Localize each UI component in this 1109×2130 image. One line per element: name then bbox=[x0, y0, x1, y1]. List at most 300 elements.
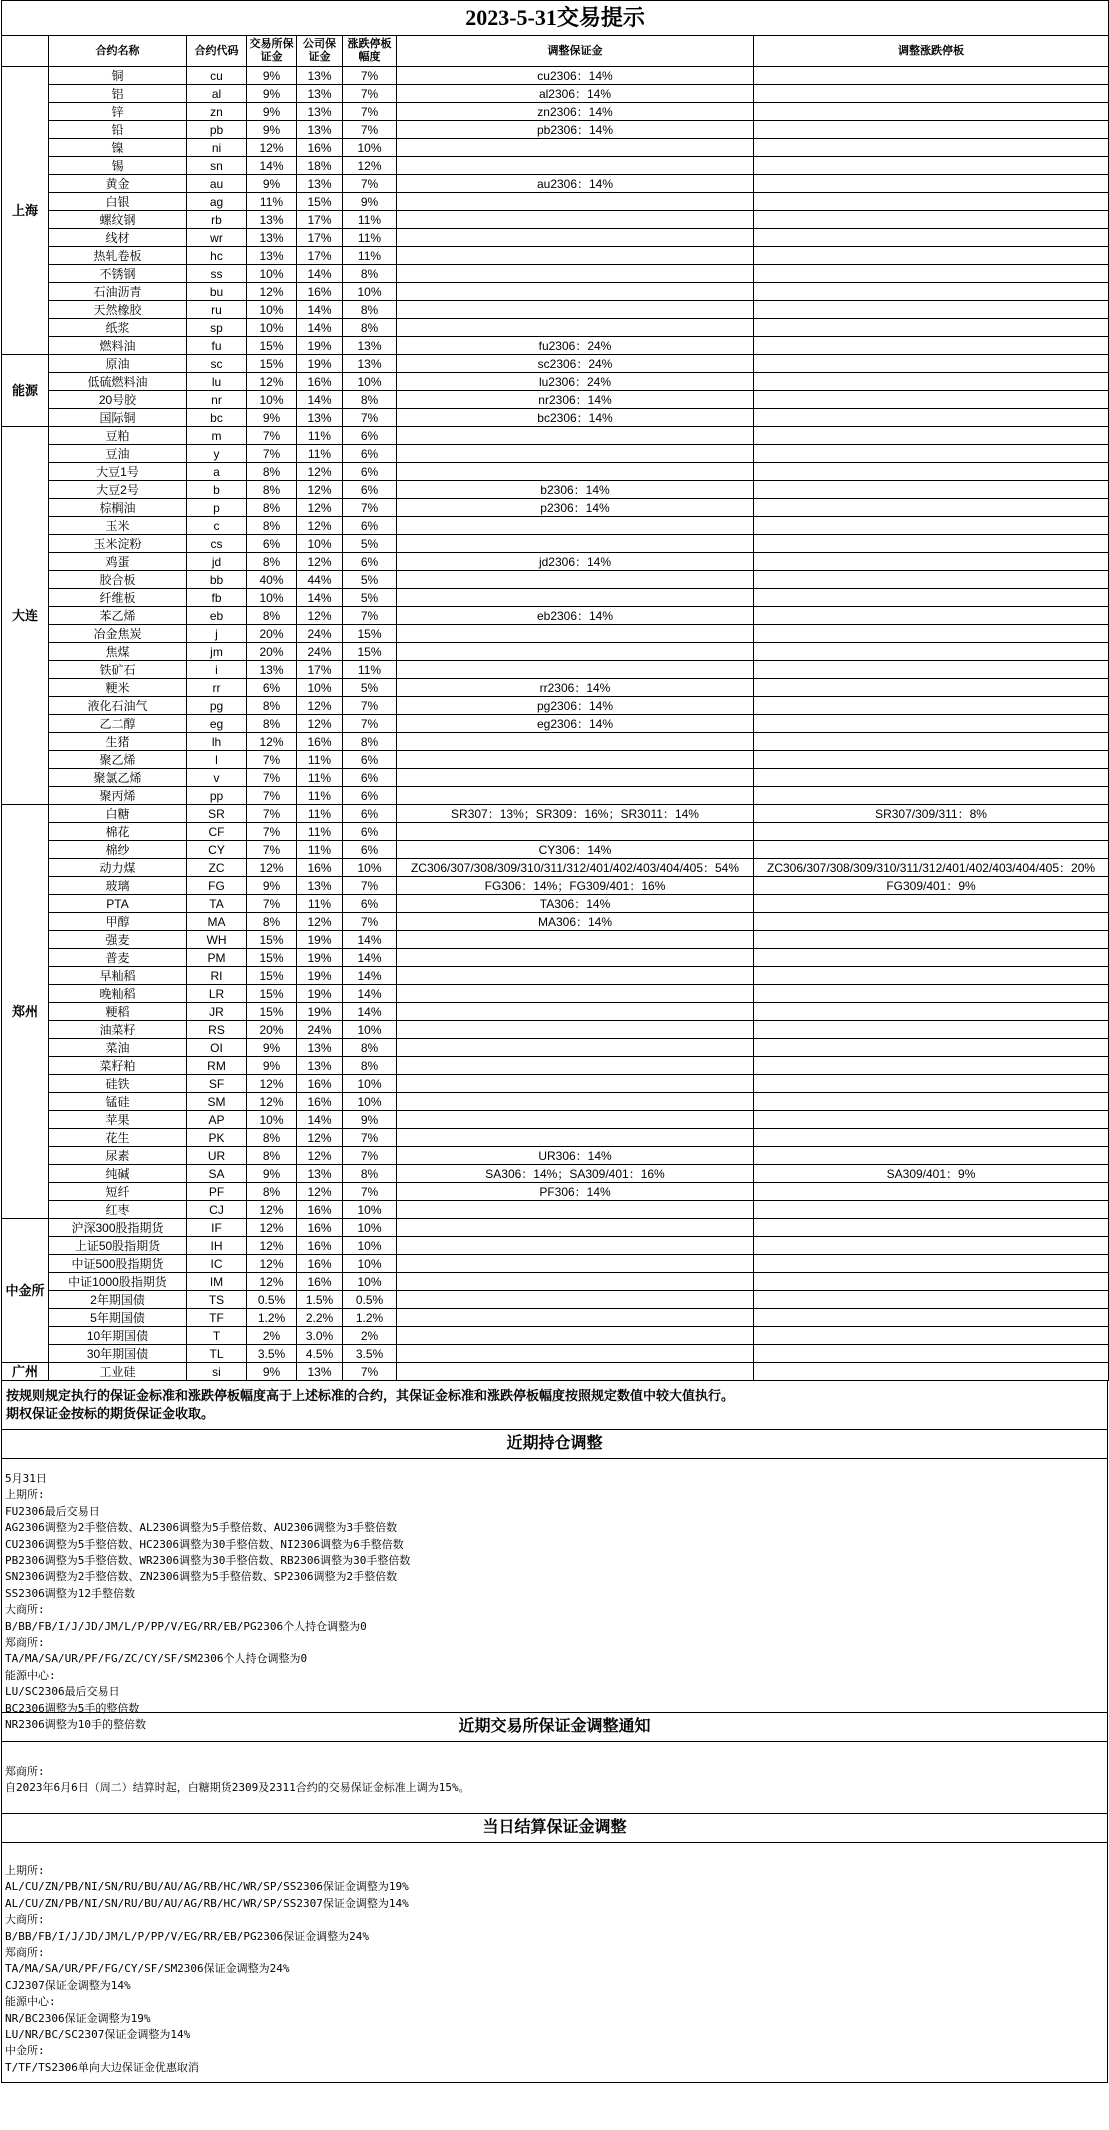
adjust-margin-cell: pg2306：14% bbox=[397, 697, 754, 715]
table-row bbox=[2, 229, 1109, 247]
price-limit-cell: 5% bbox=[343, 679, 397, 697]
company-margin-cell: 16% bbox=[297, 1273, 343, 1291]
price-limit-cell: 8% bbox=[343, 733, 397, 751]
company-margin-cell: 16% bbox=[297, 1219, 343, 1237]
exchange-margin-cell: 8% bbox=[247, 463, 297, 481]
company-margin-cell: 17% bbox=[297, 211, 343, 229]
adjust-limit-cell bbox=[754, 1183, 1109, 1201]
table-row bbox=[2, 535, 1109, 553]
adjust-limit-cell bbox=[754, 1291, 1109, 1309]
adjust-margin-cell bbox=[397, 193, 754, 211]
company-margin-cell: 12% bbox=[297, 499, 343, 517]
contract-name-cell: 线材 bbox=[49, 229, 187, 247]
company-margin-cell: 11% bbox=[297, 895, 343, 913]
contract-name-cell: 豆油 bbox=[49, 445, 187, 463]
contract-code-cell: UR bbox=[187, 1147, 247, 1165]
price-limit-cell: 6% bbox=[343, 787, 397, 805]
price-limit-cell: 6% bbox=[343, 427, 397, 445]
adjust-margin-cell bbox=[397, 517, 754, 535]
exchange-margin-cell: 7% bbox=[247, 823, 297, 841]
exchange-margin-cell: 20% bbox=[247, 1021, 297, 1039]
table-row bbox=[2, 571, 1109, 589]
contract-code-cell: y bbox=[187, 445, 247, 463]
company-margin-cell: 16% bbox=[297, 373, 343, 391]
contract-code-cell: eg bbox=[187, 715, 247, 733]
adjust-margin-cell bbox=[397, 985, 754, 1003]
contract-name-cell: PTA bbox=[49, 895, 187, 913]
contract-name-cell: 国际铜 bbox=[49, 409, 187, 427]
adjust-limit-cell bbox=[754, 607, 1109, 625]
contract-code-cell: CY bbox=[187, 841, 247, 859]
table-row bbox=[2, 517, 1109, 535]
price-limit-cell: 7% bbox=[343, 1363, 397, 1381]
adjust-margin-cell bbox=[397, 247, 754, 265]
price-limit-cell: 8% bbox=[343, 319, 397, 337]
adjust-margin-cell bbox=[397, 661, 754, 679]
header-company-margin: 公司保证金 bbox=[297, 36, 343, 67]
adjust-limit-cell bbox=[754, 265, 1109, 283]
price-limit-cell: 6% bbox=[343, 553, 397, 571]
contract-name-cell: 中证500股指期货 bbox=[49, 1255, 187, 1273]
company-margin-cell: 14% bbox=[297, 589, 343, 607]
contract-code-cell: OI bbox=[187, 1039, 247, 1057]
adjust-limit-cell bbox=[754, 1111, 1109, 1129]
adjust-margin-cell: rr2306：14% bbox=[397, 679, 754, 697]
exchange-margin-cell: 8% bbox=[247, 697, 297, 715]
company-margin-cell: 13% bbox=[297, 85, 343, 103]
company-margin-cell: 13% bbox=[297, 121, 343, 139]
table-row bbox=[2, 787, 1109, 805]
company-margin-cell: 12% bbox=[297, 553, 343, 571]
contract-code-cell: cu bbox=[187, 67, 247, 85]
contract-name-cell: 聚乙烯 bbox=[49, 751, 187, 769]
contract-code-cell: i bbox=[187, 661, 247, 679]
adjust-limit-cell bbox=[754, 85, 1109, 103]
table-row bbox=[2, 679, 1109, 697]
company-margin-cell: 3.0% bbox=[297, 1327, 343, 1345]
table-row bbox=[2, 427, 1109, 445]
price-limit-cell: 7% bbox=[343, 697, 397, 715]
adjust-margin-cell: TA306：14% bbox=[397, 895, 754, 913]
margin-table bbox=[1, 0, 1109, 1381]
company-margin-cell: 14% bbox=[297, 319, 343, 337]
adjust-margin-cell bbox=[397, 1237, 754, 1255]
company-margin-cell: 11% bbox=[297, 751, 343, 769]
contract-code-cell: al bbox=[187, 85, 247, 103]
price-limit-cell: 5% bbox=[343, 589, 397, 607]
adjust-limit-cell bbox=[754, 409, 1109, 427]
adjust-margin-cell: SA306：14%；SA309/401：16% bbox=[397, 1165, 754, 1183]
exchange-margin-cell: 12% bbox=[247, 1273, 297, 1291]
price-limit-cell: 1.2% bbox=[343, 1309, 397, 1327]
table-row bbox=[2, 1165, 1109, 1183]
adjust-margin-cell: p2306：14% bbox=[397, 499, 754, 517]
company-margin-cell: 12% bbox=[297, 697, 343, 715]
exchange-margin-cell: 1.2% bbox=[247, 1309, 297, 1327]
price-limit-cell: 0.5% bbox=[343, 1291, 397, 1309]
company-margin-cell: 19% bbox=[297, 931, 343, 949]
table-row bbox=[2, 409, 1109, 427]
table-row bbox=[2, 337, 1109, 355]
exchange-margin-cell: 9% bbox=[247, 1039, 297, 1057]
table-row bbox=[2, 355, 1109, 373]
exchange-name: 大连 bbox=[2, 427, 49, 805]
contract-code-cell: ru bbox=[187, 301, 247, 319]
company-margin-cell: 14% bbox=[297, 1111, 343, 1129]
contract-code-cell: sp bbox=[187, 319, 247, 337]
adjust-limit-cell: SR307/309/311：8% bbox=[754, 805, 1109, 823]
price-limit-cell: 7% bbox=[343, 409, 397, 427]
table-row bbox=[2, 1327, 1109, 1345]
company-margin-cell: 13% bbox=[297, 409, 343, 427]
adjust-margin-cell bbox=[397, 625, 754, 643]
contract-name-cell: 红枣 bbox=[49, 1201, 187, 1219]
adjust-limit-cell bbox=[754, 949, 1109, 967]
trading-notice-sheet bbox=[1, 0, 1108, 2083]
contract-name-cell: 焦煤 bbox=[49, 643, 187, 661]
contract-name-cell: 纯碱 bbox=[49, 1165, 187, 1183]
price-limit-cell: 8% bbox=[343, 1165, 397, 1183]
company-margin-cell: 12% bbox=[297, 1129, 343, 1147]
contract-code-cell: RS bbox=[187, 1021, 247, 1039]
price-limit-cell: 10% bbox=[343, 139, 397, 157]
adjust-margin-cell bbox=[397, 1093, 754, 1111]
contract-name-cell: 2年期国债 bbox=[49, 1291, 187, 1309]
contract-code-cell: CF bbox=[187, 823, 247, 841]
price-limit-cell: 3.5% bbox=[343, 1345, 397, 1363]
adjust-limit-cell bbox=[754, 823, 1109, 841]
contract-name-cell: 不锈钢 bbox=[49, 265, 187, 283]
adjust-limit-cell bbox=[754, 283, 1109, 301]
exchange-margin-cell: 12% bbox=[247, 859, 297, 877]
table-row bbox=[2, 373, 1109, 391]
table-row bbox=[2, 283, 1109, 301]
contract-name-cell: 5年期国债 bbox=[49, 1309, 187, 1327]
table-row bbox=[2, 85, 1109, 103]
contract-name-cell: 花生 bbox=[49, 1129, 187, 1147]
adjust-margin-cell bbox=[397, 787, 754, 805]
adjust-limit-cell bbox=[754, 571, 1109, 589]
adjust-limit-cell bbox=[754, 589, 1109, 607]
exchange-margin-cell: 8% bbox=[247, 715, 297, 733]
table-row bbox=[2, 499, 1109, 517]
contract-name-cell: 硅铁 bbox=[49, 1075, 187, 1093]
contract-code-cell: sn bbox=[187, 157, 247, 175]
price-limit-cell: 6% bbox=[343, 895, 397, 913]
price-limit-cell: 6% bbox=[343, 517, 397, 535]
adjust-limit-cell bbox=[754, 733, 1109, 751]
exchange-margin-cell: 10% bbox=[247, 589, 297, 607]
adjust-limit-cell bbox=[754, 337, 1109, 355]
contract-code-cell: AP bbox=[187, 1111, 247, 1129]
company-margin-cell: 11% bbox=[297, 805, 343, 823]
contract-code-cell: lu bbox=[187, 373, 247, 391]
exchange-margin-cell: 15% bbox=[247, 337, 297, 355]
company-margin-cell: 11% bbox=[297, 841, 343, 859]
price-limit-cell: 14% bbox=[343, 1003, 397, 1021]
adjust-margin-cell bbox=[397, 571, 754, 589]
contract-name-cell: 铝 bbox=[49, 85, 187, 103]
price-limit-cell: 6% bbox=[343, 445, 397, 463]
company-margin-cell: 19% bbox=[297, 1003, 343, 1021]
contract-name-cell: 铁矿石 bbox=[49, 661, 187, 679]
adjust-margin-cell bbox=[397, 157, 754, 175]
table-row bbox=[2, 877, 1109, 895]
contract-name-cell: 粳稻 bbox=[49, 1003, 187, 1021]
table-row bbox=[2, 445, 1109, 463]
adjust-margin-cell: jd2306：14% bbox=[397, 553, 754, 571]
exchange-margin-cell: 8% bbox=[247, 1147, 297, 1165]
adjust-limit-cell bbox=[754, 1129, 1109, 1147]
table-row bbox=[2, 769, 1109, 787]
contract-code-cell: PM bbox=[187, 949, 247, 967]
contract-name-cell: 苯乙烯 bbox=[49, 607, 187, 625]
exchange-margin-cell: 10% bbox=[247, 391, 297, 409]
contract-code-cell: MA bbox=[187, 913, 247, 931]
table-row bbox=[2, 1003, 1109, 1021]
company-margin-cell: 11% bbox=[297, 823, 343, 841]
adjust-margin-cell bbox=[397, 1219, 754, 1237]
contract-code-cell: RM bbox=[187, 1057, 247, 1075]
company-margin-cell: 12% bbox=[297, 1183, 343, 1201]
contract-name-cell: 燃料油 bbox=[49, 337, 187, 355]
adjust-limit-cell bbox=[754, 625, 1109, 643]
header-adjust-margin: 调整保证金 bbox=[397, 36, 754, 67]
contract-name-cell: 菜籽粕 bbox=[49, 1057, 187, 1075]
exchange-margin-cell: 9% bbox=[247, 1363, 297, 1381]
price-limit-cell: 7% bbox=[343, 103, 397, 121]
table-row bbox=[2, 121, 1109, 139]
adjust-limit-cell bbox=[754, 679, 1109, 697]
contract-name-cell: 锰硅 bbox=[49, 1093, 187, 1111]
contract-name-cell: 白糖 bbox=[49, 805, 187, 823]
table-row bbox=[2, 1309, 1109, 1327]
contract-code-cell: IH bbox=[187, 1237, 247, 1255]
contract-code-cell: bc bbox=[187, 409, 247, 427]
company-margin-cell: 19% bbox=[297, 967, 343, 985]
contract-name-cell: 乙二醇 bbox=[49, 715, 187, 733]
contract-code-cell: TS bbox=[187, 1291, 247, 1309]
adjust-margin-cell bbox=[397, 139, 754, 157]
contract-code-cell: p bbox=[187, 499, 247, 517]
adjust-limit-cell bbox=[754, 481, 1109, 499]
table-row bbox=[2, 265, 1109, 283]
exchange-margin-cell: 2% bbox=[247, 1327, 297, 1345]
company-margin-cell: 4.5% bbox=[297, 1345, 343, 1363]
adjust-margin-cell bbox=[397, 1021, 754, 1039]
company-margin-cell: 13% bbox=[297, 175, 343, 193]
exchange-margin-cell: 15% bbox=[247, 1003, 297, 1021]
company-margin-cell: 13% bbox=[297, 1165, 343, 1183]
company-margin-cell: 13% bbox=[297, 877, 343, 895]
company-margin-cell: 10% bbox=[297, 535, 343, 553]
table-row bbox=[2, 715, 1109, 733]
contract-code-cell: CJ bbox=[187, 1201, 247, 1219]
position-section-body: 5月31日 上期所: FU2306最后交易日 AG2306调整为2手整倍数、AL2306调整为5手整倍数、AU2306调整为3手整倍数 CU2306调整为5手整倍数、HC2306调整为30手整倍数、NI2306调整为6手整倍数 PB2306调整为5手整倍数、WR2306调整为30手整倍数、RB2306调整为30手整倍数 SN2306调整为2手整倍数、ZN2306调整为5手整倍数、SP2306调整为2手整倍数 SS2306调整为12手整倍数 大商所: B/BB/FB/I/J/JD/JM/L/P/PP/V/EG/RR/EB/PG2306个人持仓调整为0 郑商所: TA/MA/SA/UR/PF/FG/ZC/CY/SF/SM2306个人持仓调整为0 能源中心: LU/SC2306最后交易日 BC2306调整为5手的整倍数 NR2306调整为10手的整倍数 bbox=[1, 1459, 1108, 1713]
contract-code-cell: SM bbox=[187, 1093, 247, 1111]
exchange-margin-cell: 10% bbox=[247, 1111, 297, 1129]
price-limit-cell: 11% bbox=[343, 661, 397, 679]
exchange-margin-cell: 9% bbox=[247, 121, 297, 139]
adjust-margin-cell bbox=[397, 1255, 754, 1273]
company-margin-cell: 14% bbox=[297, 265, 343, 283]
adjust-margin-cell bbox=[397, 589, 754, 607]
adjust-limit-cell bbox=[754, 121, 1109, 139]
adjust-margin-cell: ZC306/307/308/309/310/311/312/401/402/403/404/405：54% bbox=[397, 859, 754, 877]
page-title: 2023-5-31交易提示 bbox=[2, 1, 1109, 36]
table-row bbox=[2, 733, 1109, 751]
price-limit-cell: 8% bbox=[343, 1057, 397, 1075]
contract-name-cell: 10年期国债 bbox=[49, 1327, 187, 1345]
company-margin-cell: 16% bbox=[297, 1093, 343, 1111]
contract-code-cell: l bbox=[187, 751, 247, 769]
adjust-limit-cell bbox=[754, 391, 1109, 409]
adjust-margin-cell bbox=[397, 769, 754, 787]
price-limit-cell: 7% bbox=[343, 499, 397, 517]
adjust-margin-cell: al2306：14% bbox=[397, 85, 754, 103]
price-limit-cell: 6% bbox=[343, 841, 397, 859]
price-limit-cell: 6% bbox=[343, 481, 397, 499]
exchange-margin-cell: 14% bbox=[247, 157, 297, 175]
adjust-limit-cell bbox=[754, 175, 1109, 193]
company-margin-cell: 13% bbox=[297, 103, 343, 121]
contract-name-cell: 锌 bbox=[49, 103, 187, 121]
price-limit-cell: 12% bbox=[343, 157, 397, 175]
table-row bbox=[2, 985, 1109, 1003]
exchange-margin-cell: 13% bbox=[247, 211, 297, 229]
exchange-margin-cell: 9% bbox=[247, 1165, 297, 1183]
table-row bbox=[2, 751, 1109, 769]
adjust-limit-cell bbox=[754, 913, 1109, 931]
contract-name-cell: 胶合板 bbox=[49, 571, 187, 589]
contract-name-cell: 玻璃 bbox=[49, 877, 187, 895]
contract-name-cell: 工业硅 bbox=[49, 1363, 187, 1381]
adjust-limit-cell bbox=[754, 1039, 1109, 1057]
table-header-row bbox=[2, 36, 1109, 67]
exchange-margin-cell: 12% bbox=[247, 1201, 297, 1219]
price-limit-cell: 6% bbox=[343, 751, 397, 769]
adjust-limit-cell: ZC306/307/308/309/310/311/312/401/402/403/404/405：20% bbox=[754, 859, 1109, 877]
contract-name-cell: 热轧卷板 bbox=[49, 247, 187, 265]
contract-code-cell: bu bbox=[187, 283, 247, 301]
company-margin-cell: 2.2% bbox=[297, 1309, 343, 1327]
exchange-margin-cell: 8% bbox=[247, 481, 297, 499]
adjust-margin-cell bbox=[397, 1039, 754, 1057]
table-row bbox=[2, 1093, 1109, 1111]
adjust-margin-cell bbox=[397, 319, 754, 337]
exchange-margin-cell: 8% bbox=[247, 1129, 297, 1147]
price-limit-cell: 10% bbox=[343, 1093, 397, 1111]
price-limit-cell: 2% bbox=[343, 1327, 397, 1345]
contract-code-cell: au bbox=[187, 175, 247, 193]
adjust-margin-cell: lu2306：24% bbox=[397, 373, 754, 391]
contract-name-cell: 玉米淀粉 bbox=[49, 535, 187, 553]
contract-name-cell: 油菜籽 bbox=[49, 1021, 187, 1039]
exchange-margin-cell: 7% bbox=[247, 751, 297, 769]
company-margin-cell: 24% bbox=[297, 1021, 343, 1039]
adjust-margin-cell bbox=[397, 1273, 754, 1291]
company-margin-cell: 11% bbox=[297, 427, 343, 445]
table-row bbox=[2, 1237, 1109, 1255]
adjust-margin-cell bbox=[397, 1003, 754, 1021]
exchange-margin-cell: 6% bbox=[247, 679, 297, 697]
adjust-limit-cell bbox=[754, 1363, 1109, 1381]
table-row bbox=[2, 193, 1109, 211]
table-row bbox=[2, 1201, 1109, 1219]
adjust-margin-cell bbox=[397, 643, 754, 661]
adjust-margin-cell bbox=[397, 1129, 754, 1147]
company-margin-cell: 12% bbox=[297, 715, 343, 733]
company-margin-cell: 19% bbox=[297, 985, 343, 1003]
contract-name-cell: 棕榈油 bbox=[49, 499, 187, 517]
exchange-margin-cell: 9% bbox=[247, 103, 297, 121]
exchange-margin-cell: 7% bbox=[247, 787, 297, 805]
contract-code-cell: jd bbox=[187, 553, 247, 571]
contract-name-cell: 大豆2号 bbox=[49, 481, 187, 499]
exchange-margin-cell: 10% bbox=[247, 301, 297, 319]
adjust-limit-cell bbox=[754, 355, 1109, 373]
table-row bbox=[2, 1147, 1109, 1165]
exchange-margin-cell: 13% bbox=[247, 247, 297, 265]
adjust-limit-cell bbox=[754, 229, 1109, 247]
contract-name-cell: 铜 bbox=[49, 67, 187, 85]
adjust-margin-cell bbox=[397, 751, 754, 769]
exchange-margin-cell: 12% bbox=[247, 1075, 297, 1093]
company-margin-cell: 16% bbox=[297, 1075, 343, 1093]
exchange-margin-cell: 8% bbox=[247, 607, 297, 625]
header-exchange-margin: 交易所保证金 bbox=[247, 36, 297, 67]
price-limit-cell: 14% bbox=[343, 985, 397, 1003]
adjust-margin-cell bbox=[397, 1291, 754, 1309]
exchange-margin-cell: 12% bbox=[247, 283, 297, 301]
adjust-margin-cell bbox=[397, 283, 754, 301]
price-limit-cell: 7% bbox=[343, 715, 397, 733]
contract-name-cell: 沪深300股指期货 bbox=[49, 1219, 187, 1237]
table-row bbox=[2, 463, 1109, 481]
exchange-margin-cell: 12% bbox=[247, 139, 297, 157]
adjust-limit-cell bbox=[754, 1201, 1109, 1219]
company-margin-cell: 12% bbox=[297, 517, 343, 535]
exchange-name: 郑州 bbox=[2, 805, 49, 1219]
contract-name-cell: 大豆1号 bbox=[49, 463, 187, 481]
price-limit-cell: 10% bbox=[343, 1237, 397, 1255]
price-limit-cell: 10% bbox=[343, 1219, 397, 1237]
contract-name-cell: 液化石油气 bbox=[49, 697, 187, 715]
settlement-section-title: 当日结算保证金调整 bbox=[1, 1814, 1108, 1843]
adjust-limit-cell bbox=[754, 643, 1109, 661]
contract-code-cell: IF bbox=[187, 1219, 247, 1237]
adjust-margin-cell bbox=[397, 1345, 754, 1363]
price-limit-cell: 10% bbox=[343, 1255, 397, 1273]
adjust-limit-cell bbox=[754, 661, 1109, 679]
exchange-margin-cell: 7% bbox=[247, 805, 297, 823]
contract-code-cell: sc bbox=[187, 355, 247, 373]
exchange-margin-cell: 20% bbox=[247, 643, 297, 661]
price-limit-cell: 7% bbox=[343, 1183, 397, 1201]
table-row bbox=[2, 1021, 1109, 1039]
company-margin-cell: 10% bbox=[297, 679, 343, 697]
adjust-limit-cell bbox=[754, 1093, 1109, 1111]
header-contract-name: 合约名称 bbox=[49, 36, 187, 67]
contract-name-cell: 菜油 bbox=[49, 1039, 187, 1057]
company-margin-cell: 19% bbox=[297, 355, 343, 373]
price-limit-cell: 8% bbox=[343, 301, 397, 319]
adjust-limit-cell bbox=[754, 751, 1109, 769]
adjust-margin-cell bbox=[397, 931, 754, 949]
exchange-margin-cell: 9% bbox=[247, 175, 297, 193]
table-row bbox=[2, 1111, 1109, 1129]
contract-code-cell: bb bbox=[187, 571, 247, 589]
